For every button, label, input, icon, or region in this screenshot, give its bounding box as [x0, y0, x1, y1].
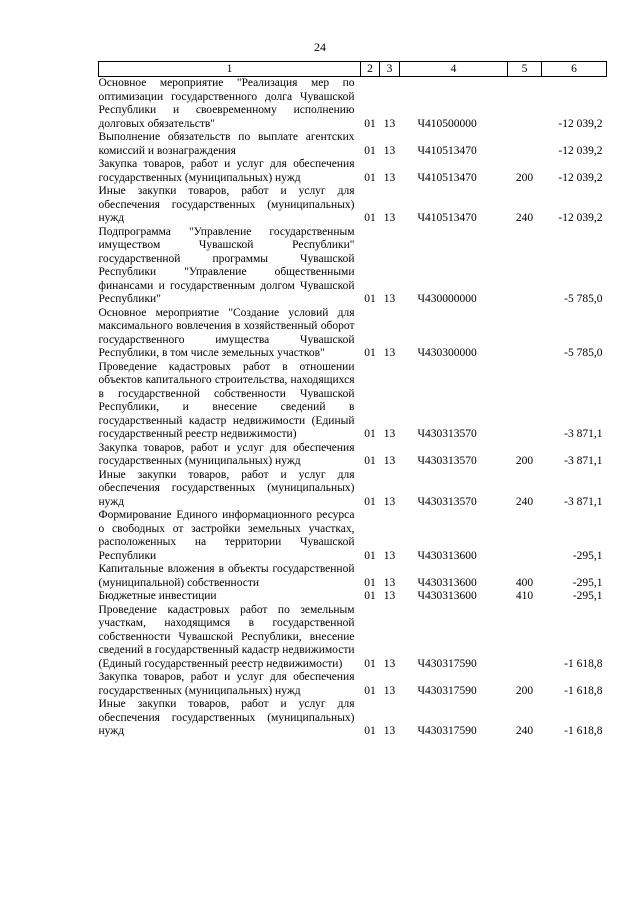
target-code-cell: Ч430313570 — [417, 428, 477, 440]
target-code-cell: Ч430317590 — [417, 657, 477, 670]
table-row — [99, 509, 607, 563]
subsection-cell: 13 — [383, 684, 396, 697]
header-col-1: 1 — [99, 62, 361, 77]
header-row — [99, 62, 607, 77]
target-code-cell: Ч410513470 — [417, 212, 477, 224]
table-row — [99, 563, 607, 590]
subsection-cell: 13 — [383, 590, 396, 602]
subsection-cell: 13 — [383, 657, 396, 670]
amount-cell: -3 871,1 — [564, 455, 603, 467]
amount-cell: -12 039,2 — [558, 212, 603, 224]
subsection-cell: 13 — [383, 293, 396, 305]
target-code-cell: Ч430313600 — [417, 576, 477, 589]
expense-type-cell: 410 — [515, 590, 534, 602]
target-code-cell: Ч410513470 — [417, 171, 477, 184]
section-cell: 01 — [364, 171, 376, 184]
amount-cell: -5 785,0 — [564, 347, 603, 359]
header-col-3: 3 — [380, 62, 400, 77]
row-name-cell: Выполнение обязательств по выплате агентских комиссий и вознаграждения — [98, 131, 355, 157]
table-row — [99, 77, 607, 132]
section-cell: 01 — [364, 428, 376, 440]
expense-type-cell: 200 — [515, 684, 534, 697]
section-cell: 01 — [364, 144, 376, 157]
table-body — [99, 77, 607, 739]
target-code-cell: Ч430317590 — [417, 684, 477, 697]
row-name-cell: Иные закупки товаров, работ и услуг для обеспечения государственных (муниципальных) нужд — [98, 185, 355, 224]
section-cell: 01 — [364, 212, 376, 224]
section-cell: 01 — [364, 455, 376, 467]
expense-type-cell — [508, 131, 542, 158]
subsection-cell: 13 — [383, 144, 396, 157]
amount-cell: -295,1 — [572, 576, 603, 589]
table-row — [99, 469, 607, 510]
row-name-cell: Бюджетные инвестиции — [98, 590, 217, 602]
header-col-6: 6 — [542, 62, 607, 77]
header-col-5: 5 — [508, 62, 542, 77]
row-name-cell: Иные закупки товаров, работ и услуг для обеспечения государственных (муниципальных) нужд — [98, 468, 355, 508]
expense-type-cell — [508, 307, 542, 361]
section-cell: 01 — [364, 576, 376, 589]
target-code-cell: Ч430317590 — [417, 725, 477, 737]
table-row — [99, 604, 607, 672]
table-row — [99, 158, 607, 185]
target-code-cell: Ч410513470 — [417, 144, 477, 157]
row-name-cell: Формирование Единого информационного ресурса о свободных от застройки земельных участках, расположенных на территории Чувашской Республики — [98, 509, 355, 562]
header-col-4: 4 — [400, 62, 508, 77]
amount-cell: -12 039,2 — [558, 117, 603, 130]
expense-type-cell: 200 — [515, 455, 534, 467]
subsection-cell: 13 — [383, 212, 396, 224]
amount-cell: -5 785,0 — [564, 293, 603, 305]
expense-type-cell: 240 — [515, 725, 534, 737]
expense-type-cell: 240 — [515, 495, 534, 508]
header-col-2: 2 — [361, 62, 380, 77]
subsection-cell: 13 — [383, 549, 396, 562]
expense-type-cell — [508, 77, 542, 132]
expense-type-cell — [508, 226, 542, 307]
expense-type-cell — [508, 361, 542, 442]
section-cell: 01 — [364, 293, 376, 305]
budget-table — [98, 61, 607, 739]
row-name-cell: Проведение кадастровых работ по земельным участкам, находящимся в государственной собственности Чувашской Республики, внесение сведений в государственный кадастр недвижимости (Единый государственный реестр недвижимости) — [98, 603, 355, 670]
section-cell: 01 — [364, 347, 376, 359]
target-code-cell: Ч410500000 — [417, 117, 477, 130]
table-row — [99, 590, 607, 604]
target-code-cell: Ч430313570 — [417, 495, 477, 508]
section-cell: 01 — [364, 657, 376, 670]
row-name-cell: Проведение кадастровых работ в отношении объектов капитального строительства, находящихся в государственной собственности Чувашской Республики, и внесение сведений в государственный кадастр недвижимости (Единый государственный реестр недвижимости) — [98, 360, 355, 440]
amount-cell: -295,1 — [572, 549, 603, 562]
subsection-cell: 13 — [383, 347, 396, 359]
target-code-cell: Ч430300000 — [417, 347, 477, 359]
expense-type-cell — [508, 509, 542, 563]
amount-cell: -1 618,8 — [564, 684, 603, 697]
section-cell: 01 — [364, 117, 376, 130]
row-name-cell: Иные закупки товаров, работ и услуг для обеспечения государственных (муниципальных) нужд — [98, 698, 355, 737]
row-name-cell: Закупка товаров, работ и услуг для обеспечения государственных (муниципальных) нужд — [98, 671, 355, 697]
table-row — [99, 131, 607, 158]
table-row — [99, 226, 607, 307]
section-cell: 01 — [364, 495, 376, 508]
target-code-cell: Ч430313600 — [417, 590, 477, 602]
amount-cell: -3 871,1 — [564, 428, 603, 440]
target-code-cell: Ч430000000 — [417, 293, 477, 305]
subsection-cell: 13 — [383, 171, 396, 184]
table-row — [99, 671, 607, 698]
target-code-cell: Ч430313600 — [417, 549, 477, 562]
expense-type-cell: 240 — [515, 212, 534, 224]
amount-cell: -1 618,8 — [564, 725, 603, 737]
expense-type-cell: 400 — [515, 576, 534, 589]
table-row — [99, 698, 607, 739]
amount-cell: -12 039,2 — [558, 171, 603, 184]
amount-cell: -12 039,2 — [558, 144, 603, 157]
table-row — [99, 185, 607, 226]
row-name-cell: Подпрограмма "Управление государственным имуществом Чувашской Республики" государственной программы Чувашской Республики "Управление общественными финансами и государственным долгом Чувашской Республики" — [98, 225, 355, 305]
subsection-cell: 13 — [383, 117, 396, 130]
page-number: 24 — [314, 40, 326, 54]
section-cell: 01 — [364, 725, 376, 737]
subsection-cell: 13 — [383, 455, 396, 467]
section-cell: 01 — [364, 590, 376, 602]
section-cell: 01 — [364, 684, 376, 697]
table-header — [99, 62, 607, 77]
row-name-cell: Закупка товаров, работ и услуг для обеспечения государственных (муниципальных) нужд — [98, 441, 355, 467]
amount-cell: -295,1 — [572, 590, 603, 602]
table-row — [99, 307, 607, 361]
target-code-cell: Ч430313570 — [417, 455, 477, 467]
row-name-cell: Основное мероприятие "Создание условий для максимального вовлечения в хозяйственный оборот государственного имущества Чувашской Республики, в том числе земельных участков" — [98, 306, 355, 359]
amount-cell: -1 618,8 — [564, 657, 603, 670]
expense-type-cell — [508, 604, 542, 672]
subsection-cell: 13 — [383, 495, 396, 508]
table-row — [99, 442, 607, 469]
subsection-cell: 13 — [383, 428, 396, 440]
row-name-cell: Основное мероприятие "Реализация мер по оптимизации государственного долга Чувашской Республики и своевременному исполнению долговых обязательств" — [98, 77, 355, 130]
table-row — [99, 361, 607, 442]
section-cell: 01 — [364, 549, 376, 562]
row-name-cell: Закупка товаров, работ и услуг для обеспечения государственных (муниципальных) нужд — [98, 158, 355, 184]
amount-cell: -3 871,1 — [564, 495, 603, 508]
row-name-cell: Капитальные вложения в объекты государственной (муниципальной) собственности — [98, 563, 355, 589]
subsection-cell: 13 — [383, 576, 396, 589]
subsection-cell: 13 — [383, 725, 396, 737]
expense-type-cell: 200 — [515, 171, 534, 184]
